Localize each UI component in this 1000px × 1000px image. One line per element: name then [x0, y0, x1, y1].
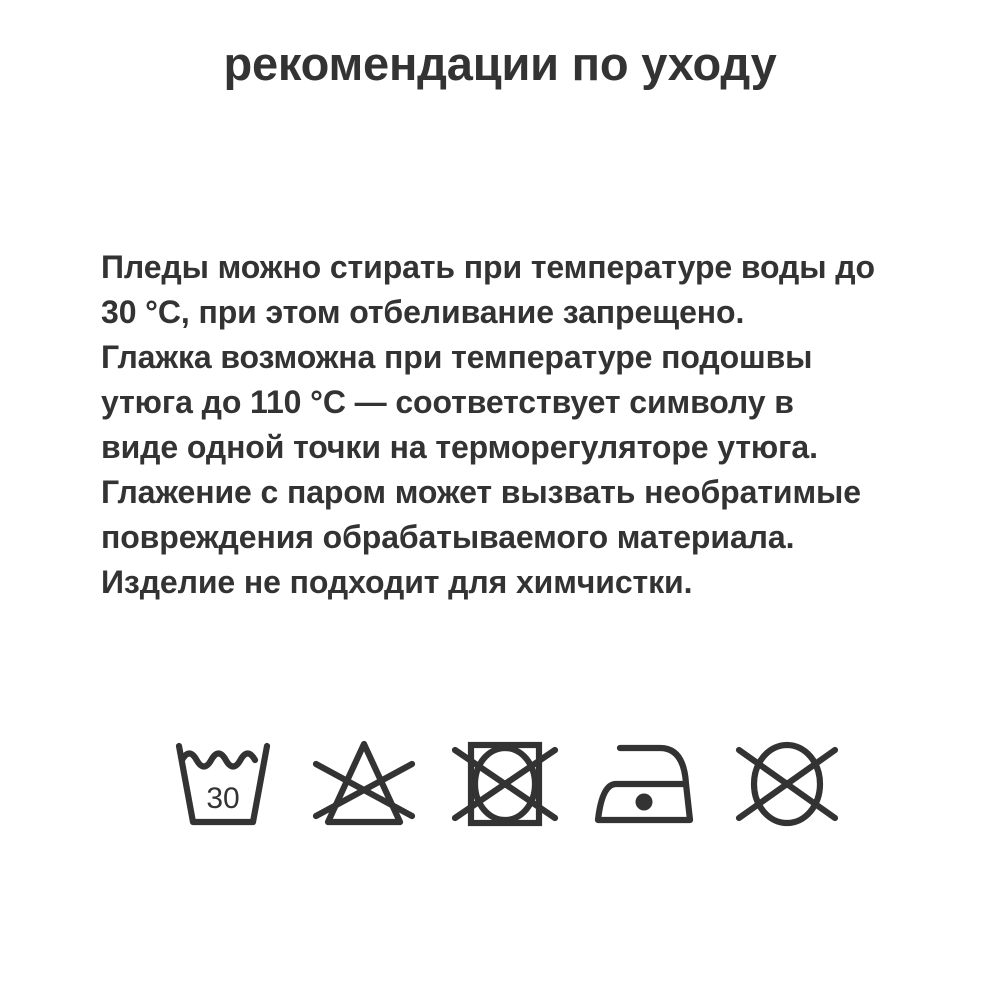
care-description-line: Глажение с паром может вызвать необратимые: [101, 474, 861, 510]
wash-temperature-label: 30: [206, 782, 240, 815]
care-description-line: утюга до 110 °C — соответствует символу в: [101, 384, 794, 420]
care-description: [101, 245, 931, 605]
care-symbol-row: [165, 728, 845, 840]
care-description-line: повреждения обрабатываемого материала.: [101, 519, 795, 555]
wash-tub-30-icon: [165, 730, 281, 838]
do-not-tumble-dry-icon: [447, 730, 563, 838]
iron-one-dot-icon: [588, 730, 704, 838]
care-description-line: 30 °C, при этом отбеливание запрещено.: [101, 294, 745, 330]
care-description-line: Глажка возможна при температуре подошвы: [101, 339, 813, 375]
page-title: рекомендации по уходу: [223, 37, 777, 90]
do-not-bleach-icon: [306, 730, 422, 838]
do-not-dry-clean-icon: [729, 730, 845, 838]
care-description-line: Пледы можно стирать при температуре воды до: [101, 249, 875, 285]
care-description-line: Изделие не подходит для химчистки.: [101, 564, 693, 600]
care-description-line: виде одной точки на терморегуляторе утюга.: [101, 429, 818, 465]
